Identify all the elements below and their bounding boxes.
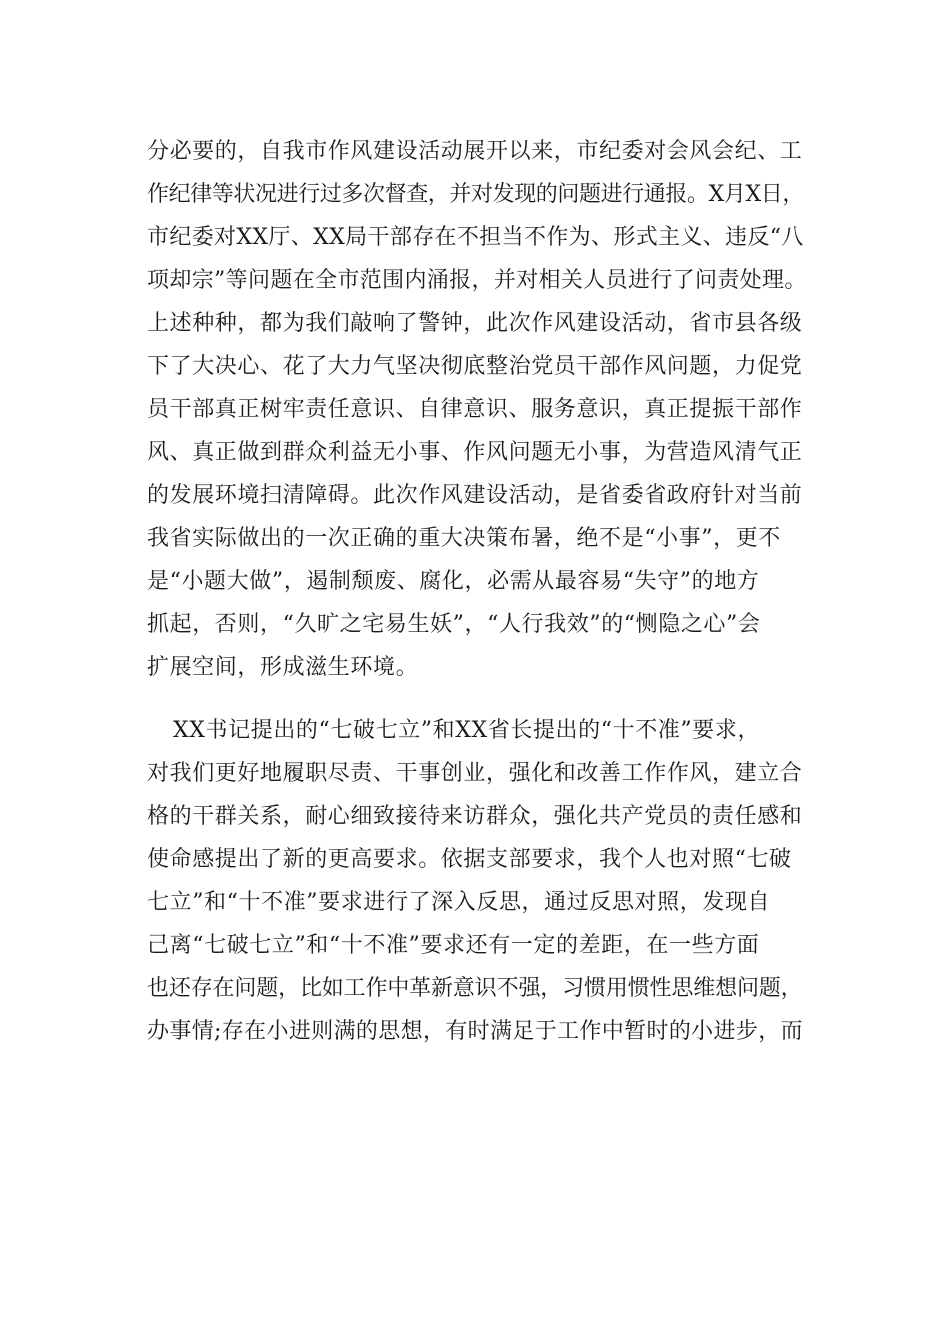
paragraph-1-line-7: 员干部真正树牢责任意识、自律意识、服务意识，真正提振干部作 bbox=[147, 397, 803, 422]
paragraph-2-line-2: 对我们更好地履职尽责、干事创业，强化和改善工作作风，建立合 bbox=[147, 761, 803, 786]
paragraph-1-line-2: 作纪律等状况进行过多次督查，并对发现的问题进行通报。X月X日， bbox=[147, 182, 804, 207]
paragraph-1-line-9: 的发展环境扫清障碍。此次作风建设活动，是省委省政府针对当前 bbox=[147, 483, 803, 508]
paragraph-2-line-8: 办事情;存在小进则满的思想，有时满足于工作中暂时的小进步，而 bbox=[147, 1019, 803, 1044]
paragraph-2-line-7: 也还存在问题，比如工作中革新意识不强，习惯用惯性思维想问题， bbox=[147, 976, 803, 1001]
paragraph-2-line-5: 七立”和“十不准”要求进行了深入反思，通过反思对照，发现自 bbox=[147, 890, 771, 915]
paragraph-1-line-6: 下了大决心、花了大力气坚决彻底整治党员干部作风问题，力促党 bbox=[147, 354, 803, 379]
paragraph-1-line-12: 抓起，否则，“久旷之宅易生妖”，“人行我效”的“恻隐之心”会 bbox=[147, 612, 761, 637]
paragraph-1-line-8: 风、真正做到群众利益无小事、作风问题无小事，为营造风清气正 bbox=[147, 440, 803, 465]
paragraph-2-line-4: 使命感提出了新的更高要求。依据支部要求，我个人也对照“七破 bbox=[147, 847, 792, 872]
paragraph-2-line-3: 格的干群关系，耐心细致接待来访群众，强化共产党员的责任感和 bbox=[147, 804, 803, 829]
paragraph-1-line-4: 项却宗”等问题在全市范围内涌报，并对相关人员进行了问责处理。 bbox=[147, 268, 807, 293]
paragraph-1-line-1: 分必要的，自我市作风建设活动展开以来，市纪委对会风会纪、工 bbox=[147, 139, 803, 164]
paragraph-2-line-6: 己离“七破七立”和“十不准”要求还有一定的差距，在一些方面 bbox=[147, 933, 760, 958]
paragraph-1-line-11: 是“小题大做”，遏制颓废、腐化，必需从最容易“失守”的地方 bbox=[147, 569, 760, 594]
paragraph-1-line-10: 我省实际做出的一次正确的重大决策布暑，绝不是“小事”，更不 bbox=[147, 526, 781, 551]
paragraph-1-line-13: 扩展空间，形成滋生环境。 bbox=[147, 655, 419, 680]
paragraph-1-line-3: 市纪委对XX厅、XX局干部存在不担当不作为、形式主义、违反“八 bbox=[147, 225, 804, 250]
paragraph-1-line-5: 上述种种，都为我们敲响了警钟，此次作风建设活动，省市县各级 bbox=[147, 311, 803, 336]
paragraph-2-line-1: XX书记提出的“七破七立”和XX省长提出的“十不准”要求， bbox=[173, 718, 761, 743]
